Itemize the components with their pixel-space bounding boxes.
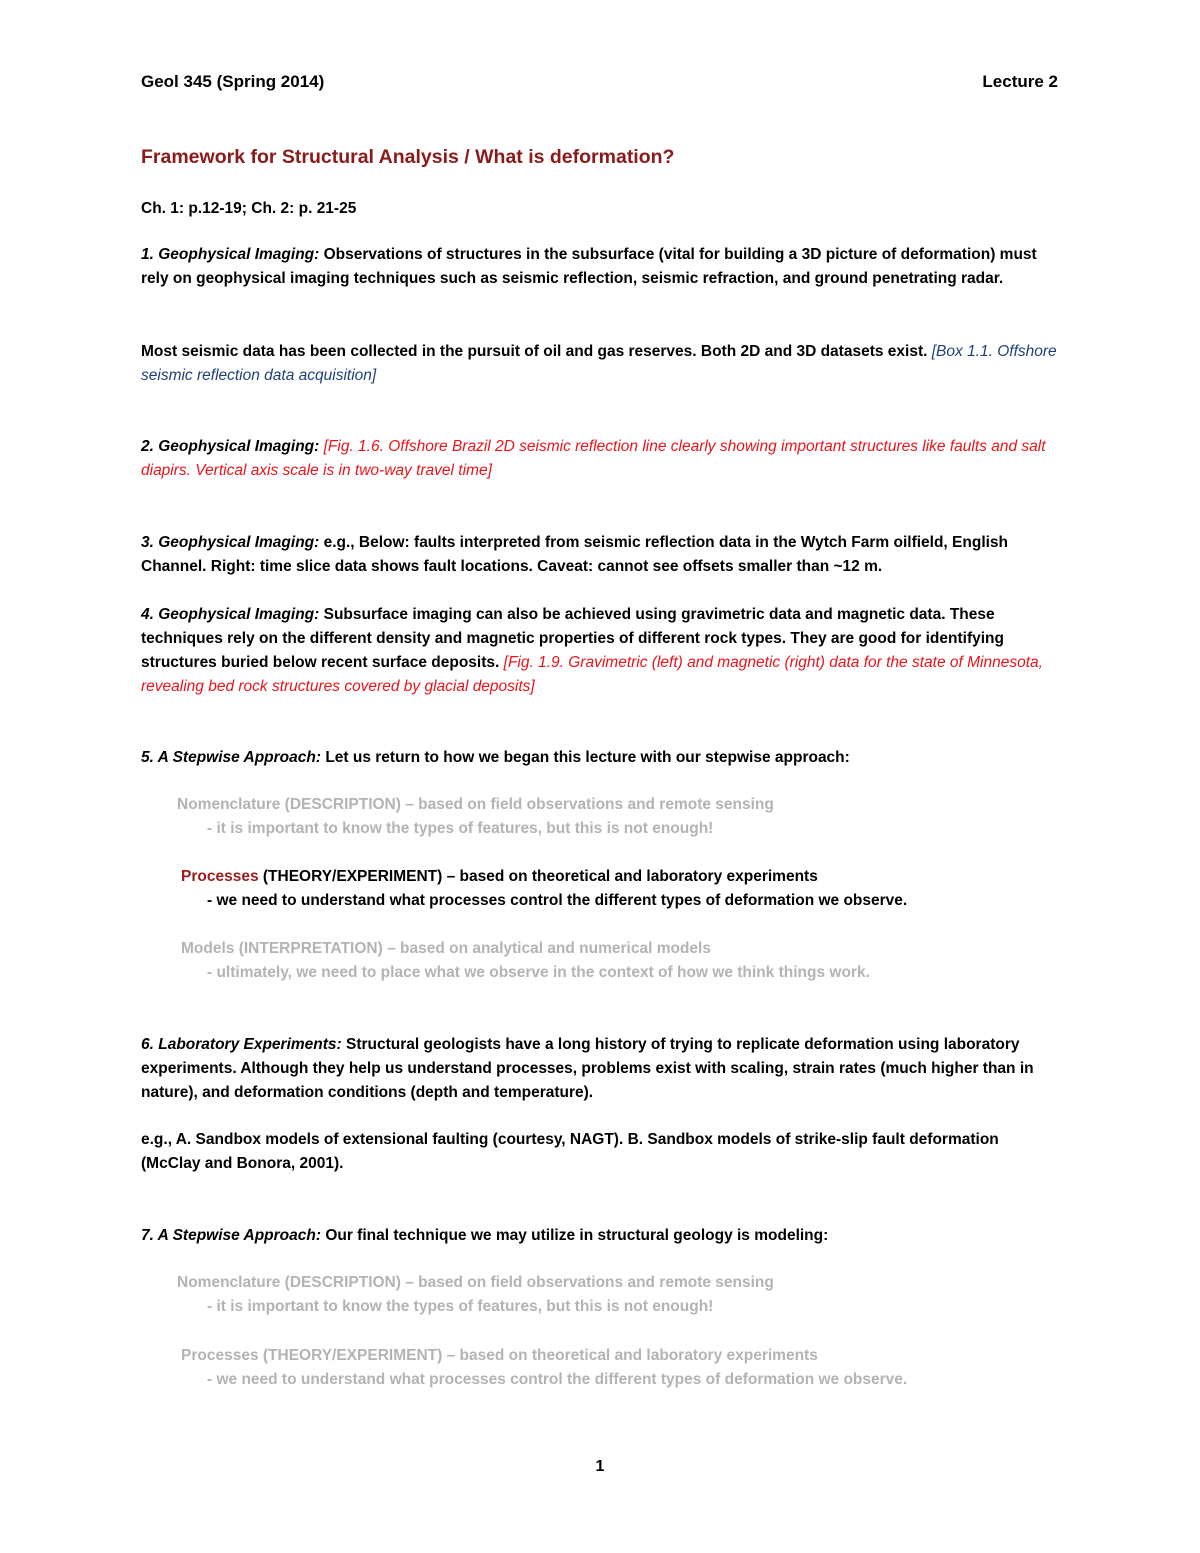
course-header: Geol 345 (Spring 2014) [141,72,325,91]
section-1-label: 1. Geophysical Imaging: [141,246,320,263]
section-3-label: 3. Geophysical Imaging: [141,534,320,551]
nomenclature-subline: - it is important to know the types of features, but this is not enough! [207,820,714,837]
page-number: 1 [595,1458,605,1475]
section-3-text: e.g., Below: faults interpreted from seismic reflection data in the Wytch Farm oilfield, English Channel. Right: time slice data shows fault locations. Caveat: cannot see offsets smaller than ~12 m. [141,534,1009,575]
section-2-label: 2. Geophysical Imaging: [141,438,320,455]
section-5-label: 5. A Stepwise Approach: [141,749,322,766]
processes-subline: - we need to understand what processes control the different types of deformation we observe. [207,892,908,909]
reading-reference: Ch. 1: p.12-19; Ch. 2: p. 21-25 [141,200,357,217]
page-title: Framework for Structural Analysis / What is deformation? [141,146,675,168]
section-6-example: e.g., A. Sandbox models of extensional faulting (courtesy, NAGT). B. Sandbox models of strike-slip fault deformation (McClay and Bonora, 2001). [141,1131,999,1172]
processes-line [181,865,818,889]
section-7-label: 7. A Stepwise Approach: [141,1227,322,1244]
section-4 [141,603,1061,699]
section-6-label: 6. Laboratory Experiments: [141,1036,342,1053]
section-2 [141,435,1061,483]
lecture-header: Lecture 2 [982,72,1058,91]
section-6 [141,1033,1061,1105]
nomenclature-line: Nomenclature (DESCRIPTION) – based on field observations and remote sensing [177,1274,774,1291]
processes-line: Processes (THEORY/EXPERIMENT) – based on theoretical and laboratory experiments [181,1347,818,1364]
section-3 [141,531,1061,579]
box-reference: [Box 1.1. Offshore seismic reflection data acquisition] [141,343,1057,384]
section-1 [141,243,1061,291]
section-1b-text: Most seismic data has been collected in the pursuit of oil and gas reserves. Both 2D and 3D datasets exist. [141,343,932,360]
section-6-text: Structural geologists have a long history of trying to replicate deformation using laboratory experiments. Although they help us understand processes, problems exist with scaling, strain rates (much higher than in nature), and deformation conditions (depth and temperature). [141,1036,1034,1101]
section-4-label: 4. Geophysical Imaging: [141,606,320,623]
section-5-text: Let us return to how we began this lecture with our stepwise approach: [321,749,850,766]
figure-reference: [Fig. 1.9. Gravimetric (left) and magnetic (right) data for the state of Minnesota, revealing bed rock structures covered by glacial deposits] [141,654,1043,695]
nomenclature-line: Nomenclature (DESCRIPTION) – based on field observations and remote sensing [177,796,774,813]
section-7 [141,1224,1061,1248]
section-5 [141,746,1061,770]
models-line: Models (INTERPRETATION) – based on analytical and numerical models [181,940,711,957]
figure-reference: [Fig. 1.6. Offshore Brazil 2D seismic reflection line clearly showing important structures like faults and salt diapirs. Vertical axis scale is in two-way travel time] [141,438,1046,479]
section-1-text: Observations of structures in the subsurface (vital for building a 3D picture of deformation) must rely on geophysical imaging techniques such as seismic reflection, seismic refraction, and ground penetrating radar. [141,246,1037,287]
processes-word: Processes [181,868,259,885]
section-7-text: Our final technique we may utilize in structural geology is modeling: [321,1227,829,1244]
processes-rest: (THEORY/EXPERIMENT) – based on theoretical and laboratory experiments [258,868,818,885]
nomenclature-subline: - it is important to know the types of features, but this is not enough! [207,1298,714,1315]
section-4-text: Subsurface imaging can also be achieved using gravimetric data and magnetic data. These techniques rely on the different density and magnetic properties of different rock types. They are good for identifying structures buried below recent surface deposits. [141,606,1004,671]
models-subline: - ultimately, we need to place what we observe in the context of how we think things work. [207,964,870,981]
section-1b [141,340,1061,388]
processes-subline: - we need to understand what processes control the different types of deformation we observe. [207,1371,908,1388]
